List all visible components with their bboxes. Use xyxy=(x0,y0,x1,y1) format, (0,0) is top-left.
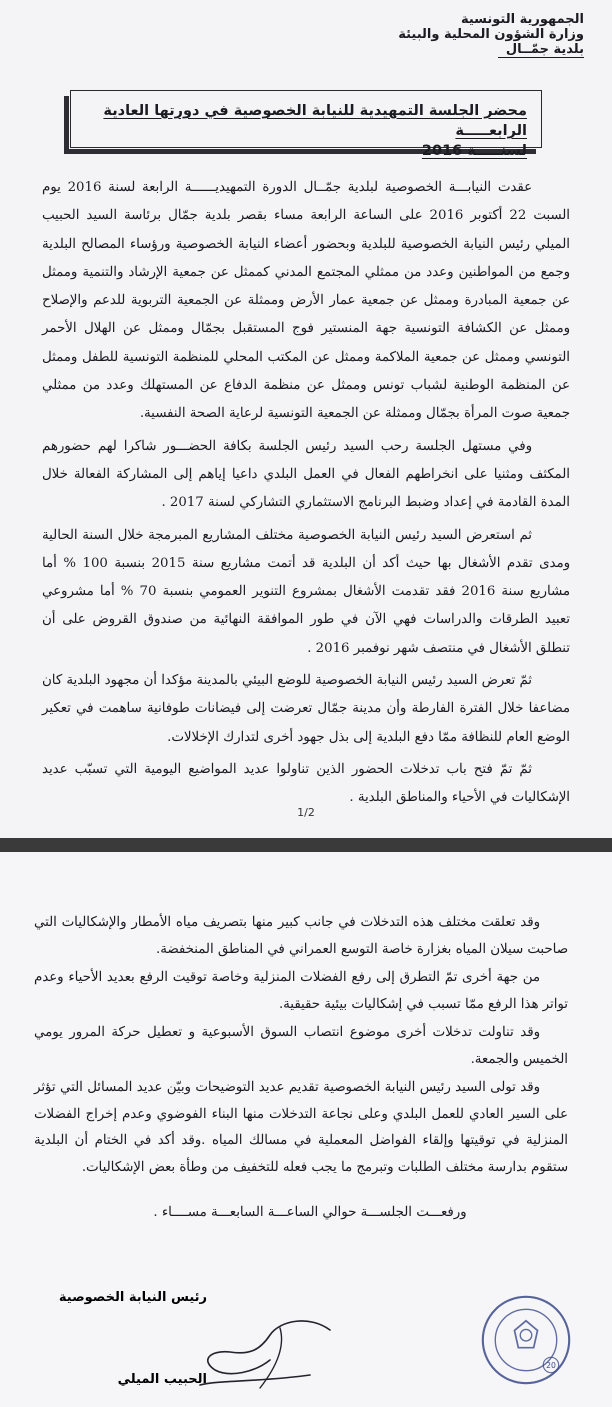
signatory-name: الحبيب الميلي xyxy=(117,1372,207,1387)
paragraph-market: وقد تناولت تدخلات أخرى موضوع انتصاب السوق الأسبوعية و تعطيل حركة المرور يومي الخميس والجمعة. xyxy=(34,1025,568,1067)
title-line-2: لسنـــــة 2016 xyxy=(421,143,527,159)
minutes-body-page-2 xyxy=(34,910,568,1183)
paragraph-opening: عقدت النيابـــة الخصوصية لبلدية جمّــال الدورة التمهيديــــــة الرابعة لسنة 2016 يوم السبت 22 أكتوبر 2016 على الساعة الرابعة مساء بقصر بلدية جمّال برئاسة السيد الحبيب الميلي رئيس النيابة الخصوصية للبلدية وبحضور أعضاء النيابة الخصوصية ورؤساء المصالح البلدية وجمع من المواطنين وعدد من ممثلي المجتمع المدني كممثل عن جمعية الإرشاد والتنمية وممثل عن جمعية المبادرة وممثل عن جمعية عمار الأرض وممثلة عن الجمعية التربوية للدعم والإصلاح وممثل عن الكشافة التونسية جهة المنستير فوج المستقبل بجمّال وممثل عن الهلال الأحمر التونسي وممثل عن جمعية الملاكمة وممثل عن المكتب المحلي للمنظمة التونسية للطفل وممثل عن المنظمة الوطنية لشباب تونس وممثل عن منظمة الدفاع عن المستهلك وعدد من ممثلي جمعية صوت المرأة بجمّال وممثلة عن الجمعية التونسية لرعاية الصحة النفسية. xyxy=(42,180,570,422)
paragraph-interventions: ثمّ تمّ فتح باب تدخلات الحضور الذين تناولوا عديد المواضيع اليومية التي تسبّب عديد الإشكاليات في الأحياء والمناطق البلدية . xyxy=(42,761,570,806)
ministry-label: وزارة الشؤون المحلية والبيئة xyxy=(398,27,584,42)
paragraph-projects: ثم استعرض السيد رئيس النيابة الخصوصية مختلف المشاريع المبرمجة خلال السنة الحالية ومدى تقدم الأشغال بها حيث أكد أن البلدية قد أتمت مشاريع سنة 2015 بنسبة 100 % أما مشاريع سنة 2016 فقد تقدمت الأشغال بمشروع التنوير العمومي بنسبة 70 % أما مشروعي تعبيد الطرقات والدراسات فهي الآن في طور الموافقة النهائية من صندوق القروض على أن تنطلق الأشغال في منتصف شهر نوفمبر 2016 . xyxy=(42,527,570,656)
minutes-body-page-1 xyxy=(42,174,570,817)
seal-number: 20 xyxy=(546,1360,556,1370)
letterhead xyxy=(364,12,584,58)
page-number: 1/2 xyxy=(297,806,315,819)
paragraph-welcome: وفي مستهل الجلسة رحب السيد رئيس الجلسة بكافة الحضـــور شاكرا لهم حضورهم المكثف ومثنيا على انخراطهم الفعال في العمل البلدي داعيا إياهم إلى المشاركة الفعالة خلال المدة القادمة في إعداد وضبط البرنامج الاستثماري التشاركي لسنة 2017 . xyxy=(42,438,570,511)
document-title xyxy=(70,90,542,159)
signatory-title: رئيس النيابة الخصوصية xyxy=(58,1290,207,1305)
paragraph-waste: من جهة أخرى تمّ التطرق إلى رفع الفضلات المنزلية وخاصة توقيت الرفع بعديد الأحياء وعدم تواتر هذا الرفع ممّا تسبب في إشكاليات بيئية حقيقية. xyxy=(34,970,568,1012)
paragraph-environment: ثمّ تعرض السيد رئيس النيابة الخصوصية للوضع البيئي بالمدينة مؤكدا أن مجهود البلدية كان مضاعفا خلال الفترة الفارطة وأن مدينة جمّال تعرضت إلى فيضانات طوفانية ساهمت في تعكير الوضع العام للنظافة ممّا دفع البلدية إلى بذل جهود أخرى لتدارك الإخلالات. xyxy=(42,673,570,745)
paragraph-rainwater: وقد تعلقت مختلف هذه التدخلات في جانب كبير منها بتصريف مياه الأمطار والإشكاليات التي صاحبت سيلان المياه بغزارة خاصة التوسع العمراني في المناطق المنخفضة. xyxy=(34,915,568,957)
municipality-label: بلدية جمّــال xyxy=(498,42,584,58)
closing-line: ورفعـــت الجلســـة حوالي الساعـــة السابعـــة مســــاء . xyxy=(153,1205,467,1220)
official-seal-stamp xyxy=(478,1292,574,1388)
title-line-1: محضر الجلسة التمهيدية للنيابة الخصوصية في دورتها العادية الرابعـــــة xyxy=(103,103,527,139)
republic-label: الجمهورية التونسية xyxy=(460,12,584,27)
paragraph-clarifications: وقد تولى السيد رئيس النيابة الخصوصية تقديم عديد التوضيحات وبيّن عديد المسائل التي تؤثر على السير العادي للعمل البلدي وعلى نجاعة التدخلات منها البناء الفوضوي وعدم إخراج الفضلات المنزلية في توقيتها وإلقاء الفواضل المعملية في مسالك المياه .وقد أكد في الختام أن البلدية ستقوم بدارسة مختلف الطلبات وتبرمج ما يجب فعله للتخفيف من وطأة بعض الإشكاليات. xyxy=(34,1080,568,1175)
